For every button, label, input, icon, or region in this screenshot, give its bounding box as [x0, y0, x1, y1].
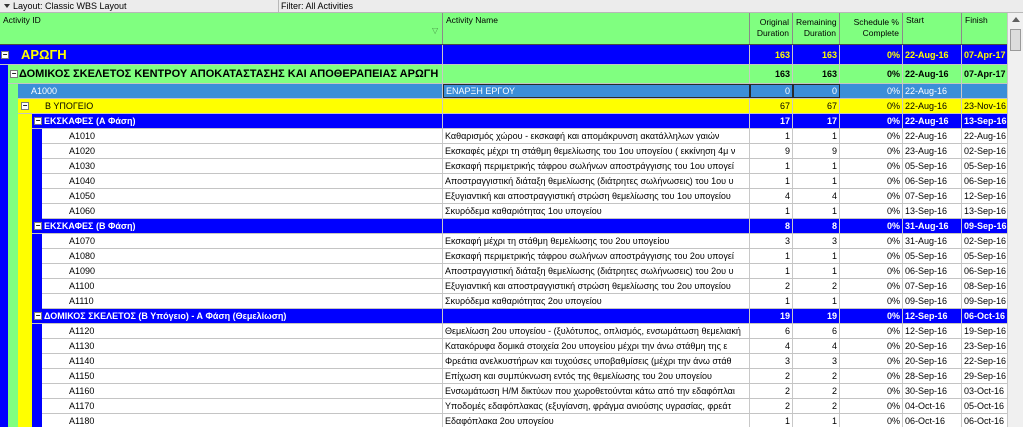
activity-name-cell: Εδαφόπλακα 2ου υπογείου [443, 414, 750, 427]
activity-id-text: A1170 [69, 401, 95, 411]
start-cell: 22-Aug-16 [903, 84, 962, 98]
activity-id-cell [0, 144, 443, 158]
start-cell: 12-Sep-16 [903, 324, 962, 338]
schedule-complete-cell: 0% [840, 354, 903, 368]
col-activity-id[interactable] [0, 13, 443, 44]
col-start-label: Start [906, 15, 924, 25]
schedule-complete-cell: 0% [840, 45, 903, 64]
activity-id-cell [0, 65, 443, 83]
activity-id-text: A1020 [69, 146, 96, 156]
activity-id-text: A1120 [69, 326, 95, 336]
filter-selector[interactable] [281, 0, 353, 12]
table-row[interactable] [0, 204, 1007, 219]
activity-id-text: Β ΥΠΟΓΕΙΟ [45, 101, 94, 111]
remaining-duration-cell: 1 [793, 174, 840, 188]
schedule-complete-cell: 0% [840, 114, 903, 128]
remaining-duration-cell: 3 [793, 354, 840, 368]
wbs-band-level2 [8, 84, 18, 427]
activity-id-text: A1180 [69, 416, 95, 426]
activity-id-text: A1130 [69, 341, 95, 351]
schedule-complete-cell: 0% [840, 324, 903, 338]
table-row[interactable] [0, 159, 1007, 174]
col-schedule-complete-line1: Schedule % [853, 17, 899, 27]
finish-cell: 05-Oct-16 [964, 401, 1005, 411]
start-cell: 05-Sep-16 [903, 249, 962, 263]
remaining-duration-cell: 9 [793, 144, 840, 158]
table-row[interactable] [0, 414, 1007, 427]
remaining-duration-cell: 4 [793, 339, 840, 353]
activity-name-cell [443, 309, 750, 323]
activity-id-text: A1010 [69, 131, 96, 141]
activity-id-text: A1090 [69, 266, 96, 276]
start-cell: 13-Sep-16 [903, 204, 962, 218]
activity-id-text: A1080 [69, 251, 96, 261]
original-duration-cell: 4 [750, 339, 793, 353]
col-original-duration[interactable] [750, 13, 793, 44]
activity-id-text: A1140 [69, 356, 95, 366]
activity-id-text: A1110 [69, 296, 94, 306]
activity-name-cell: Εκσκαφή μέχρι τη στάθμη θεμελίωσης του 2ου υπογείου [443, 234, 750, 248]
remaining-duration-cell: 17 [793, 114, 840, 128]
col-activity-name-label: Activity Name [446, 15, 498, 25]
original-duration-cell: 1 [750, 249, 793, 263]
schedule-complete-cell: 0% [840, 129, 903, 143]
remaining-duration-cell: 1 [793, 204, 840, 218]
finish-cell: 05-Sep-16 [964, 161, 1007, 171]
original-duration-cell: 8 [750, 219, 793, 233]
activity-id-cell [0, 189, 443, 203]
collapse-toggle-icon[interactable]: − [2, 49, 8, 59]
collapse-toggle-icon[interactable]: − [22, 101, 28, 110]
table-row[interactable] [0, 339, 1007, 354]
start-cell: 06-Sep-16 [903, 174, 962, 188]
original-duration-cell: 1 [750, 264, 793, 278]
finish-cell: 08-Sep-16 [964, 281, 1007, 291]
wbs-band-level3 [18, 114, 32, 427]
activity-name-cell: Εκσκαφή περιμετρικής τάφρου σωλήνων αποστράγγισης του 1ου υπογεί [443, 159, 750, 173]
schedule-complete-cell: 0% [840, 234, 903, 248]
activity-id-cell [0, 159, 443, 173]
start-cell: 05-Sep-16 [903, 159, 962, 173]
table-row[interactable] [0, 384, 1007, 399]
col-original-duration-line2: Duration [756, 28, 789, 38]
scrollbar-thumb[interactable] [1010, 29, 1021, 51]
original-duration-cell: 1 [750, 414, 793, 427]
activity-name-cell: Σκυρόδεμα καθαριότητας 1ου υπογείου [443, 204, 750, 218]
table-row[interactable] [0, 144, 1007, 159]
collapse-toggle-icon[interactable]: − [35, 311, 41, 320]
activity-id-text: ΔΟΜΙΚΟΣ ΣΚΕΛΕΤΟΣ (Β Υπόγειο) - Α Φάση (Θεμελίωση) [44, 311, 287, 321]
activity-name-cell [443, 219, 750, 233]
table-row[interactable] [0, 264, 1007, 279]
start-cell: 30-Sep-16 [903, 384, 962, 398]
finish-cell: 12-Sep-16 [964, 191, 1007, 201]
activity-name-cell: Σκυρόδεμα καθαριότητας 2ου υπογείου [443, 294, 750, 308]
finish-cell: 23-Sep-16 [964, 341, 1007, 351]
schedule-complete-cell: 0% [840, 249, 903, 263]
activity-name-cell: Εκσκαφή περιμετρικής τάφρου σωλήνων αποστράγγισης του 2ου υπογεί [443, 249, 750, 263]
finish-cell: 06-Sep-16 [964, 266, 1007, 276]
finish-cell: 13-Sep-16 [964, 206, 1007, 216]
activity-id-cell [0, 249, 443, 263]
finish-cell: 06-Sep-16 [964, 176, 1007, 186]
activity-name-cell: Αποστραγγιστική διάταξη θεμελίωσης (διάτρητες σωλήνωσεις) του 2ου υ [443, 264, 750, 278]
original-duration-cell: 1 [750, 174, 793, 188]
start-cell: 09-Sep-16 [903, 294, 962, 308]
start-cell: 12-Sep-16 [903, 309, 962, 323]
start-cell: 28-Sep-16 [903, 369, 962, 383]
activity-id-cell [0, 294, 443, 308]
activity-id-cell [0, 45, 443, 64]
table-row[interactable] [0, 249, 1007, 264]
col-activity-name[interactable] [443, 13, 750, 44]
original-duration-cell: 4 [750, 189, 793, 203]
activity-name-cell: Καθαρισμός χώρου - εκσκαφή και απομάκρυνση ακατάλληλων γαιών [443, 129, 750, 143]
schedule-complete-cell: 0% [840, 144, 903, 158]
wbs-row[interactable] [0, 309, 1007, 324]
remaining-duration-cell: 0 [793, 84, 840, 98]
remaining-duration-cell: 1 [793, 159, 840, 173]
collapse-toggle-icon[interactable]: − [11, 69, 17, 78]
finish-cell: 13-Sep-16 [964, 116, 1007, 126]
original-duration-cell: 2 [750, 399, 793, 413]
col-finish-label: Finish [965, 15, 988, 25]
start-cell: 07-Sep-16 [903, 189, 962, 203]
activity-id-cell [0, 234, 443, 248]
col-remaining-duration-line2: Duration [803, 28, 836, 38]
remaining-duration-cell: 2 [793, 279, 840, 293]
finish-cell: 03-Oct-16 [964, 386, 1005, 396]
col-start[interactable] [903, 13, 962, 44]
activity-id-text: A1060 [69, 206, 96, 216]
activity-id-cell [0, 99, 443, 113]
remaining-duration-cell: 2 [793, 369, 840, 383]
original-duration-cell: 2 [750, 279, 793, 293]
schedule-complete-cell: 0% [840, 399, 903, 413]
wbs-band-level4 [32, 129, 42, 219]
original-duration-cell: 3 [750, 234, 793, 248]
finish-cell: 22-Sep-16 [964, 356, 1007, 366]
activity-id-cell [0, 84, 443, 98]
activity-id-cell [0, 309, 443, 323]
activity-id-text: ΑΡΩΓΗ [21, 47, 67, 62]
activity-name-cell: Επίχωση και συμπύκνωση εντός της θεμελίωσης του 2ου υπογείου [443, 369, 750, 383]
finish-cell: 09-Sep-16 [964, 221, 1007, 231]
activity-id-cell [0, 114, 443, 128]
remaining-duration-cell: 163 [793, 45, 840, 64]
activity-id-cell [0, 264, 443, 278]
col-remaining-duration[interactable] [793, 13, 840, 44]
table-row[interactable] [0, 294, 1007, 309]
filter-icon[interactable]: ▽ [432, 26, 439, 35]
schedule-complete-cell: 0% [840, 264, 903, 278]
remaining-duration-cell: 8 [793, 219, 840, 233]
original-duration-cell: 1 [750, 159, 793, 173]
layout-selector[interactable] [0, 0, 279, 12]
activity-id-cell [0, 174, 443, 188]
original-duration-cell: 9 [750, 144, 793, 158]
activity-id-cell [0, 324, 443, 338]
finish-cell: 02-Sep-16 [964, 236, 1007, 246]
finish-cell: 23-Nov-16 [964, 101, 1007, 111]
activity-name-cell: Εξυγιαντική και αποστραγγιστική στρώση θεμελίωσης του 1ου υπογείου [443, 189, 750, 203]
activity-id-text: A1000 [31, 86, 58, 96]
original-duration-cell: 163 [750, 45, 793, 64]
activity-name-cell: Φρεάτια ανελκυστήρων και τυχούσες υποβαθμίσεις (μέχρι την άνω στάθ [443, 354, 750, 368]
activity-id-cell [0, 204, 443, 218]
remaining-duration-cell: 1 [793, 249, 840, 263]
original-duration-cell: 6 [750, 324, 793, 338]
layout-label: Layout: Classic WBS Layout [13, 1, 127, 11]
activity-id-cell [0, 129, 443, 143]
col-remaining-duration-line1: Remaining [796, 17, 837, 27]
start-cell: 22-Aug-16 [903, 99, 962, 113]
chevron-down-icon [4, 4, 10, 8]
activity-id-text: ΔΟΜΙΚΟΣ ΣΚΕΛΕΤΟΣ ΚΕΝΤΡΟΥ ΑΠΟΚΑΤΑΣΤΑΣΗΣ ΚΑΙ ΑΠΟΘΕΡΑΠΕΙΑΣ ΑΡΩΓΗ [19, 68, 439, 80]
table-row[interactable] [0, 189, 1007, 204]
schedule-complete-cell: 0% [840, 65, 903, 83]
scroll-up-arrow-icon[interactable] [1012, 17, 1020, 22]
wbs-band-level4 [32, 234, 42, 309]
activity-name-cell: ΕΝΑΡΞΗ ΕΡΓΟΥ [443, 84, 750, 98]
schedule-complete-cell: 0% [840, 294, 903, 308]
original-duration-cell: 3 [750, 354, 793, 368]
start-cell: 22-Aug-16 [903, 65, 962, 83]
activity-name-cell [443, 45, 750, 64]
wbs-band-level4 [32, 324, 42, 427]
activity-id-cell [0, 384, 443, 398]
finish-cell: 22-Aug-16 [964, 131, 1007, 141]
finish-cell: 06-Oct-16 [964, 311, 1006, 321]
wbs-row[interactable] [0, 219, 1007, 234]
remaining-duration-cell: 1 [793, 264, 840, 278]
wbs-band-level1 [0, 65, 8, 427]
remaining-duration-cell: 2 [793, 399, 840, 413]
column-header [0, 13, 1007, 45]
activity-id-cell [0, 399, 443, 413]
activity-name-cell: Υποδομές εδαφόπλακας (εξυγίανση, φράγμα ανιούσης υγρασίας, φρεάτ [443, 399, 750, 413]
original-duration-cell: 2 [750, 369, 793, 383]
finish-cell: 02-Sep-16 [964, 146, 1007, 156]
col-original-duration-line1: Original [759, 17, 789, 27]
schedule-complete-cell: 0% [840, 204, 903, 218]
schedule-complete-cell: 0% [840, 414, 903, 427]
col-activity-id-label: Activity ID [3, 15, 41, 25]
remaining-duration-cell: 163 [793, 65, 840, 83]
activity-name-cell: Κατακόρυφα δομικά στοιχεία 2ου υπογείου μέχρι την άνω στάθμη της ε [443, 339, 750, 353]
vertical-scrollbar[interactable] [1007, 13, 1023, 427]
original-duration-cell: 0 [750, 84, 793, 98]
start-cell: 31-Aug-16 [903, 234, 962, 248]
activity-id-text: A1030 [69, 161, 96, 171]
remaining-duration-cell: 4 [793, 189, 840, 203]
col-schedule-complete[interactable] [840, 13, 903, 44]
wbs-row[interactable] [0, 45, 1007, 65]
original-duration-cell: 1 [750, 204, 793, 218]
original-duration-cell: 1 [750, 129, 793, 143]
activity-table [0, 45, 1007, 427]
activity-id-cell [0, 339, 443, 353]
schedule-complete-cell: 0% [840, 84, 903, 98]
start-cell: 22-Aug-16 [903, 114, 962, 128]
start-cell: 23-Aug-16 [903, 144, 962, 158]
finish-cell [962, 84, 1007, 98]
schedule-complete-cell: 0% [840, 99, 903, 113]
col-finish[interactable] [962, 13, 1007, 44]
start-cell: 06-Sep-16 [903, 264, 962, 278]
activity-id-text: A1160 [69, 386, 95, 396]
activity-name-cell [443, 65, 750, 83]
start-cell: 31-Aug-16 [903, 219, 962, 233]
finish-cell: 09-Sep-16 [964, 296, 1007, 306]
table-row[interactable] [0, 234, 1007, 249]
activity-name-cell: Αποστραγγιστική διάταξη θεμελίωσης (διάτρητες σωλήνωσεις) του 1ου υ [443, 174, 750, 188]
finish-cell: 05-Sep-16 [964, 251, 1007, 261]
original-duration-cell: 2 [750, 384, 793, 398]
original-duration-cell: 67 [750, 99, 793, 113]
finish-cell: 07-Apr-17 [964, 49, 1006, 60]
collapse-toggle-icon[interactable]: − [35, 116, 41, 125]
finish-cell: 06-Oct-16 [964, 416, 1005, 426]
start-cell: 20-Sep-16 [903, 339, 962, 353]
schedule-complete-cell: 0% [840, 219, 903, 233]
original-duration-cell: 1 [750, 294, 793, 308]
table-row[interactable] [0, 399, 1007, 414]
table-row[interactable] [0, 84, 1007, 99]
table-row[interactable] [0, 174, 1007, 189]
activity-name-cell: Ενσωμάτωση Η/Μ δικτύων που χωροθετούνται κάτω από την εδαφόπλαι [443, 384, 750, 398]
schedule-complete-cell: 0% [840, 159, 903, 173]
remaining-duration-cell: 6 [793, 324, 840, 338]
schedule-complete-cell: 0% [840, 369, 903, 383]
activity-name-cell [443, 99, 750, 113]
activity-id-cell [0, 354, 443, 368]
activity-id-cell [0, 279, 443, 293]
schedule-complete-cell: 0% [840, 309, 903, 323]
table-row[interactable] [0, 369, 1007, 384]
wbs-row[interactable] [0, 114, 1007, 129]
activity-name-cell: Εξυγιαντική και αποστραγγιστική στρώση θεμελίωσης του 2ου υπογείου [443, 279, 750, 293]
activity-id-text: A1050 [69, 191, 96, 201]
activity-name-cell [443, 114, 750, 128]
remaining-duration-cell: 1 [793, 129, 840, 143]
activity-name-cell: Θεμελίωση 2ου υπογείου - (ξυλότυπος, οπλισμός, ενσωμάτωση θεμελιακή [443, 324, 750, 338]
remaining-duration-cell: 2 [793, 384, 840, 398]
schedule-complete-cell: 0% [840, 174, 903, 188]
activity-id-cell [0, 414, 443, 427]
table-row[interactable] [0, 354, 1007, 369]
table-row[interactable] [0, 279, 1007, 294]
activity-id-text: A1100 [69, 281, 95, 291]
activity-id-text: A1070 [69, 236, 96, 246]
start-cell: 22-Aug-16 [903, 129, 962, 143]
remaining-duration-cell: 67 [793, 99, 840, 113]
finish-cell: 19-Sep-16 [964, 326, 1007, 336]
original-duration-cell: 163 [750, 65, 793, 83]
wbs-row[interactable] [0, 65, 1007, 84]
start-cell: 07-Sep-16 [903, 279, 962, 293]
activity-id-text: ΕΚΣΚΑΦΕΣ (Α Φάση) [44, 116, 136, 126]
start-cell: 20-Sep-16 [903, 354, 962, 368]
col-schedule-complete-line2: Complete [862, 28, 899, 38]
collapse-toggle-icon[interactable]: − [35, 221, 41, 230]
activity-id-text: A1150 [69, 371, 95, 381]
filter-label: Filter: All Activities [281, 1, 354, 11]
schedule-complete-cell: 0% [840, 189, 903, 203]
remaining-duration-cell: 19 [793, 309, 840, 323]
finish-cell: 07-Apr-17 [964, 69, 1006, 79]
activity-id-cell [0, 369, 443, 383]
original-duration-cell: 17 [750, 114, 793, 128]
schedule-complete-cell: 0% [840, 279, 903, 293]
table-row[interactable] [0, 324, 1007, 339]
table-row[interactable] [0, 129, 1007, 144]
remaining-duration-cell: 1 [793, 414, 840, 427]
start-cell: 22-Aug-16 [903, 45, 962, 64]
remaining-duration-cell: 3 [793, 234, 840, 248]
activity-name-cell: Εκσκαφές μέχρι τη στάθμη θεμελίωσης του 1ου υπογείου ( εκκίνηση 4μ ν [443, 144, 750, 158]
activity-id-text: A1040 [69, 176, 96, 186]
toolbar [0, 0, 1023, 13]
activity-id-cell [0, 219, 443, 233]
start-cell: 06-Oct-16 [903, 414, 962, 427]
wbs-row[interactable] [0, 99, 1007, 114]
schedule-complete-cell: 0% [840, 339, 903, 353]
remaining-duration-cell: 1 [793, 294, 840, 308]
finish-cell: 29-Sep-16 [964, 371, 1007, 381]
start-cell: 04-Oct-16 [903, 399, 962, 413]
schedule-complete-cell: 0% [840, 384, 903, 398]
activity-id-text: ΕΚΣΚΑΦΕΣ (Β Φάση) [44, 221, 136, 231]
original-duration-cell: 19 [750, 309, 793, 323]
